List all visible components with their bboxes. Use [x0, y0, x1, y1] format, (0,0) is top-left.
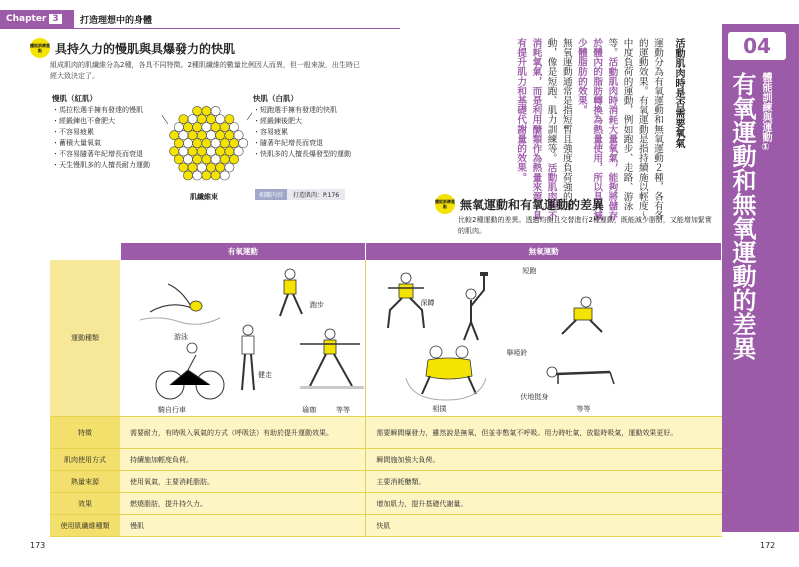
table-row [50, 515, 722, 537]
aerobic-illustration [120, 260, 366, 417]
training-point-badge: 體能訓練重點 [30, 38, 50, 58]
illu-label: 瑜珈 [302, 406, 316, 414]
muscle-fiber-bundle-diagram [162, 100, 252, 190]
muscle-fiber [197, 147, 206, 156]
muscle-fiber [206, 115, 215, 124]
para2-text: 無氧運動通常是指短暫且強度負荷強的運動，像是短跑、肌力訓練等。 [545, 38, 572, 211]
table-row [50, 260, 722, 417]
muscle-fiber [216, 163, 225, 172]
muscle-fiber [202, 123, 211, 132]
muscle-fiber [206, 163, 215, 172]
list-item: ・容易疲累 [253, 128, 288, 136]
muscle-fiber [170, 147, 179, 156]
illu-label: 健走 [258, 371, 272, 379]
muscle-fiber [188, 131, 197, 140]
fast-twitch-heading: 快肌（白肌） [253, 94, 298, 103]
para1-highlight: 活動肌肉時消耗大量氧氣，能夠將儲存於體內的脂肪轉換為熱量使用，所以具有減少體脂肪的效果。 [575, 38, 618, 221]
muscle-fiber [197, 115, 206, 124]
muscle-fiber [234, 147, 243, 156]
anaerobic-illustration [366, 260, 722, 417]
muscle-fiber [179, 115, 188, 124]
muscle-fiber [193, 155, 202, 164]
para1-text: 運動分為有氧運動和無氧運動２種，各有各的運動效果。有氧運動是指持續施以輕度～中度負荷的運動，例如跑步、走路、游泳等。 [606, 38, 663, 221]
muscle-fiber [220, 171, 229, 180]
muscle-fiber [183, 123, 192, 132]
illu-label: 舉啞鈴 [506, 349, 528, 357]
para2-highlight: 活動肌肉時不消耗氧氣，而是利用醣類作為熱量來源，具有提升肌力和基礎代謝量的效果。 [515, 38, 557, 221]
muscle-fiber [193, 139, 202, 148]
list-item: ・快肌多的人擅長爆發型的運動 [253, 150, 351, 158]
muscle-fiber [197, 163, 206, 172]
muscle-fiber [220, 155, 229, 164]
list-item: ・馬拉松選手擁有發達的慢肌 [52, 106, 143, 114]
table-row [50, 449, 722, 471]
illu-label: 相撲 [432, 405, 447, 413]
aerobic-figures [130, 260, 398, 416]
muscle-fiber [216, 147, 225, 156]
cell-anaerobic: 瞬間施加強大負荷。 [366, 449, 722, 471]
cell-aerobic: 慢肌 [120, 515, 366, 537]
illu-label: 跑步 [310, 301, 324, 309]
illu-label: 深蹲 [420, 299, 435, 307]
cell-anaerobic: 主要消耗醣類。 [366, 471, 722, 493]
cell-aerobic: 燃燒脂肪，提升持久力。 [120, 493, 366, 515]
vertical-heading: 活動肌肉時是否需要氧氣 [673, 38, 684, 148]
illu-label: 等等 [576, 405, 591, 413]
muscle-fiber [174, 139, 183, 148]
muscle-fiber [206, 147, 215, 156]
fiber-bundle-caption: 肌纖維束 [190, 193, 218, 201]
muscle-fiber [211, 155, 220, 164]
muscle-fiber [197, 131, 206, 140]
chapter-tab [0, 10, 74, 28]
section-main-title: 有氧運動和無氧運動的差異 [728, 72, 756, 360]
section2-title: 無氧運動和有氧運動的差異 [460, 198, 605, 212]
illu-label: 騎自行車 [158, 406, 186, 414]
cell-anaerobic: 需要瞬間爆發力，雖然說是無氧，但並非憋氣不呼吸。用力時吐氣，放鬆時吸氣，運動效果更好。 [366, 417, 722, 449]
muscle-fiber [193, 106, 202, 115]
anaerobic-figures [376, 260, 644, 416]
muscle-fiber [188, 163, 197, 172]
list-item: ・天生慢肌多的人擅長耐力運動 [52, 161, 150, 169]
slow-twitch-list [52, 93, 152, 171]
muscle-fiber [193, 171, 202, 180]
fast-twitch-list [253, 93, 373, 160]
list-item: ・蓄積大量氧氣 [52, 139, 101, 147]
muscle-fiber [229, 123, 238, 132]
row-label: 熱量來源 [50, 471, 120, 493]
muscle-fiber [202, 171, 211, 180]
muscle-fiber [220, 139, 229, 148]
section1-title: 具持久力的慢肌與具爆發力的快肌 [55, 42, 236, 56]
list-item: ・不容易疲累 [52, 128, 94, 136]
page-number-left: 173 [30, 541, 46, 550]
muscle-fiber [179, 147, 188, 156]
muscle-fiber [202, 139, 211, 148]
related-label: 相關內容 [255, 189, 287, 200]
muscle-fiber [174, 155, 183, 164]
muscle-fiber [179, 131, 188, 140]
row-label: 肌肉使用方式 [50, 449, 120, 471]
muscle-fiber [211, 139, 220, 148]
muscle-fiber [225, 147, 234, 156]
illu-label: 伏地挺身 [520, 393, 549, 401]
row-label: 使用肌纖維種類 [50, 515, 120, 537]
list-item: ・隨著年紀增長而衰退 [253, 139, 323, 147]
related-value: 打造肌肉：P.176 [287, 189, 345, 200]
list-item: ・不容易隨著年紀增長而衰退 [52, 150, 143, 158]
muscle-fiber [234, 131, 243, 140]
chapter-title: 打造理想中的身體 [80, 15, 153, 26]
muscle-fiber [179, 163, 188, 172]
muscle-fiber [211, 123, 220, 132]
cell-aerobic: 使用氧氣，主要消耗脂肪。 [120, 471, 366, 493]
muscle-fiber [188, 115, 197, 124]
table-header-row [50, 243, 722, 260]
muscle-fiber [170, 131, 179, 140]
muscle-fiber [225, 163, 234, 172]
muscle-fiber [211, 171, 220, 180]
related-content-ref[interactable] [255, 189, 345, 200]
muscle-fiber [183, 139, 192, 148]
cell-aerobic: 持續施加輕度負荷。 [120, 449, 366, 471]
muscle-fiber [216, 115, 225, 124]
comparison-table [50, 243, 722, 537]
section-subtitle: 體能訓練與運動① [760, 72, 771, 153]
muscle-fiber [188, 147, 197, 156]
muscle-fiber [225, 131, 234, 140]
list-item: ・短跑選手擁有發達的快肌 [253, 106, 337, 114]
cell-aerobic: 需要耐力，有時吸入氧氣的方式（呼吸法）有助於提升運動效果。 [120, 417, 366, 449]
col-header-aerobic: 有氧運動 [120, 243, 366, 260]
muscle-fiber [202, 106, 211, 115]
page-number-right: 172 [760, 541, 776, 550]
illu-label: 游泳 [174, 333, 188, 341]
muscle-fiber [225, 115, 234, 124]
muscle-fiber [174, 123, 183, 132]
section-number: 04 [728, 32, 786, 60]
list-item: ・經鍛鍊後肥大 [253, 117, 302, 125]
row-label: 效果 [50, 493, 120, 515]
table-row [50, 471, 722, 493]
table-row [50, 417, 722, 449]
muscle-fiber [229, 155, 238, 164]
row-label: 運動種類 [50, 260, 120, 417]
muscle-fiber [193, 123, 202, 132]
table-corner [50, 243, 120, 260]
muscle-fiber [229, 139, 238, 148]
cell-anaerobic: 增加肌力，提升基礎代謝量。 [366, 493, 722, 515]
section1-intro: 組成肌肉的肌纖維分為2種，各具不同特徵。2種肌纖維的數量比例因人而異，但一般來說，出生時已經大致決定了。 [50, 61, 360, 80]
row-label: 特徵 [50, 417, 120, 449]
col-header-anaerobic: 無氧運動 [366, 243, 722, 260]
training-point-badge-2: 體能訓練重點 [435, 194, 455, 214]
section2-intro: 比較2種運動的差異。透過均衡且交替進行2種運動，既能減少脂肪，又能增加緊實的肌肉。 [458, 216, 712, 235]
muscle-fiber [183, 171, 192, 180]
muscle-fiber [202, 155, 211, 164]
list-item: ・經鍛鍊也不會肥大 [52, 117, 115, 125]
muscle-fiber [183, 155, 192, 164]
muscle-fiber [211, 106, 220, 115]
muscle-fiber [206, 131, 215, 140]
fiber-circles [170, 106, 248, 180]
muscle-fiber [216, 131, 225, 140]
chapter-word: Chapter [6, 14, 47, 24]
illu-label: 短跑 [522, 267, 537, 275]
cell-anaerobic: 快肌 [366, 515, 722, 537]
table-row [50, 493, 722, 515]
header-divider [0, 28, 400, 29]
muscle-fiber [239, 139, 248, 148]
chapter-number: 3 [49, 14, 61, 24]
slow-twitch-heading: 慢肌（紅肌） [52, 94, 97, 103]
muscle-fiber [220, 123, 229, 132]
illu-label: 等等 [336, 406, 350, 414]
